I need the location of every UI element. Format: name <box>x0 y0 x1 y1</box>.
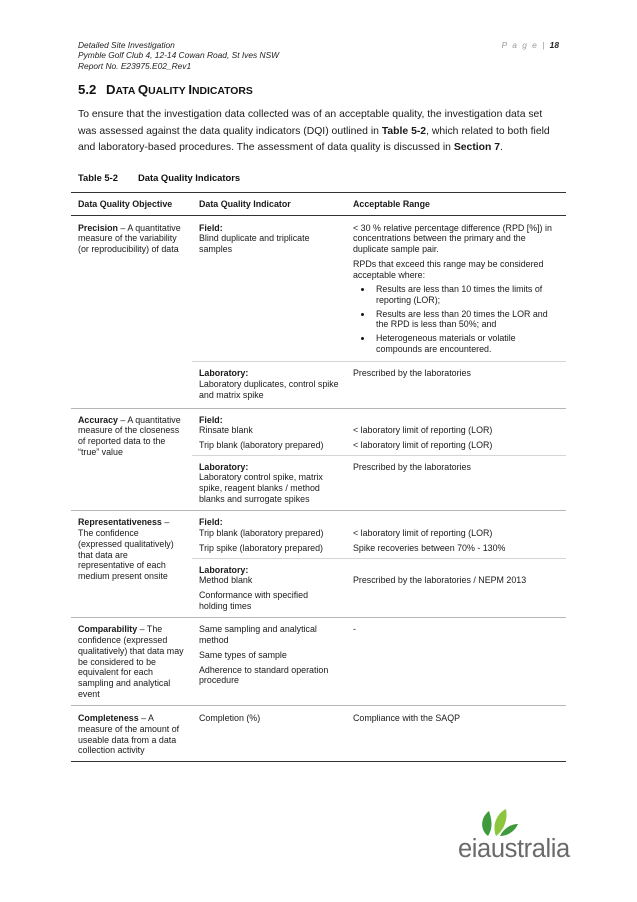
accuracy-field-range: < laboratory limit of reporting (LOR) < laboratory limit of reporting (LOR) <box>346 408 566 455</box>
table-title: Data Quality Indicators <box>138 172 241 183</box>
accuracy-lab-indicator: Laboratory: Laboratory control spike, matrix spike, reagent blanks / method blanks and surrogate spikes <box>192 455 346 511</box>
list-item: • Results are less than 10 times the limits of reporting (LOR); <box>373 284 559 305</box>
completeness-indicator: Completion (%) <box>192 706 346 762</box>
header-report-number: Report No. E23975.E02_Rev1 <box>78 60 192 71</box>
comparability-range: - <box>346 618 566 706</box>
precision-objective: Precision – A quantitative measure of the variability (or reproducibility) of data <box>71 215 192 408</box>
leaf-icon <box>478 808 518 838</box>
precision-exceptions-list <box>353 284 559 354</box>
list-item: • Heterogeneous materials or volatile compounds are encountered. <box>373 333 559 354</box>
list-item: • Results are less than 20 times the LOR and the RPD is less than 50%; and <box>373 309 559 330</box>
representativeness-objective: Representativeness – The confidence (expressed qualitatively) that data are representative of each medium present onsite <box>71 511 192 618</box>
table-caption <box>78 172 240 183</box>
accuracy-field-indicator: Field: Rinsate blank Trip blank (laboratory prepared) <box>192 408 346 455</box>
logo-wordmark: eiaustralia <box>458 835 570 863</box>
precision-field-range: < 30 % relative percentage difference (RPD [%]) in concentrations between the primary and the duplicate sample pair. RPDs that exceed this range may be considered acceptable where: • Results are less than 10 times the limits of reporting (LOR); • Results are less than 20 times the LOR and the RPD is less than 50%; and • Heterogeneous materials or volatile compounds are encountered. <box>346 215 566 362</box>
header-objective: Data Quality Objective <box>71 193 192 216</box>
completeness-range: Compliance with the SAQP <box>346 706 566 762</box>
precision-lab-range: Prescribed by the laboratories <box>346 362 566 408</box>
document-header <box>78 40 279 71</box>
table-row <box>71 408 566 455</box>
company-logo <box>458 808 570 864</box>
header-site: Pymble Golf Club 4, 12-14 Cowan Road, St Ives NSW <box>78 50 280 61</box>
accuracy-lab-range: Prescribed by the laboratories <box>346 455 566 511</box>
header-range: Acceptable Range <box>346 193 566 216</box>
precision-lab-indicator: Laboratory: Laboratory duplicates, control spike and matrix spike <box>192 362 346 408</box>
section-heading <box>78 82 253 97</box>
representativeness-lab-range: Prescribed by the laboratories / NEPM 2013 <box>346 558 566 618</box>
representativeness-lab-indicator: Laboratory: Method blank Conformance with specified holding times <box>192 558 346 618</box>
table-row <box>71 215 566 362</box>
page-number-value: 18 <box>549 40 559 50</box>
comparability-objective: Comparability – The confidence (expressed qualitatively) that data may be considered to be equivalent for each sampling and analytical event <box>71 618 192 706</box>
representativeness-field-indicator: Field: Trip blank (laboratory prepared) Trip spike (laboratory prepared) <box>192 511 346 558</box>
section-title: DATA QUALITY INDICATORS <box>106 82 253 97</box>
intro-paragraph: To ensure that the investigation data collected was of an acceptable quality, the investigation data set was assessed against the data quality indicators (DQI) outlined in Table 5-2, which related to both field and laboratory-based procedures. The assessment of data quality is discussed in Section 7. <box>78 109 550 153</box>
table-row <box>71 618 566 706</box>
representativeness-field-range: < laboratory limit of reporting (LOR) Spike recoveries between 70% - 130% <box>346 511 566 558</box>
precision-field-indicator: Field: Blind duplicate and triplicate samples <box>192 215 346 362</box>
page-label: P a g e | <box>501 40 546 50</box>
header-indicator: Data Quality Indicator <box>192 193 346 216</box>
comparability-indicator: Same sampling and analytical method Same types of sample Adherence to standard operation procedure <box>192 618 346 706</box>
section-number: 5.2 <box>78 82 97 97</box>
table-number: Table 5-2 <box>78 172 118 183</box>
completeness-objective: Completeness – A measure of the amount of useable data from a data collection activity <box>71 706 192 762</box>
table-row <box>71 706 566 762</box>
header-title: Detailed Site Investigation <box>78 40 175 50</box>
section-reference: Section 7 <box>453 142 501 153</box>
page-number <box>502 40 559 50</box>
table-reference: Table 5-2 <box>381 125 427 137</box>
data-quality-table <box>71 192 566 762</box>
table-header-row <box>71 193 566 216</box>
table-row <box>71 511 566 558</box>
accuracy-objective: Accuracy – A quantitative measure of the closeness of reported data to the “true” value <box>71 408 192 511</box>
